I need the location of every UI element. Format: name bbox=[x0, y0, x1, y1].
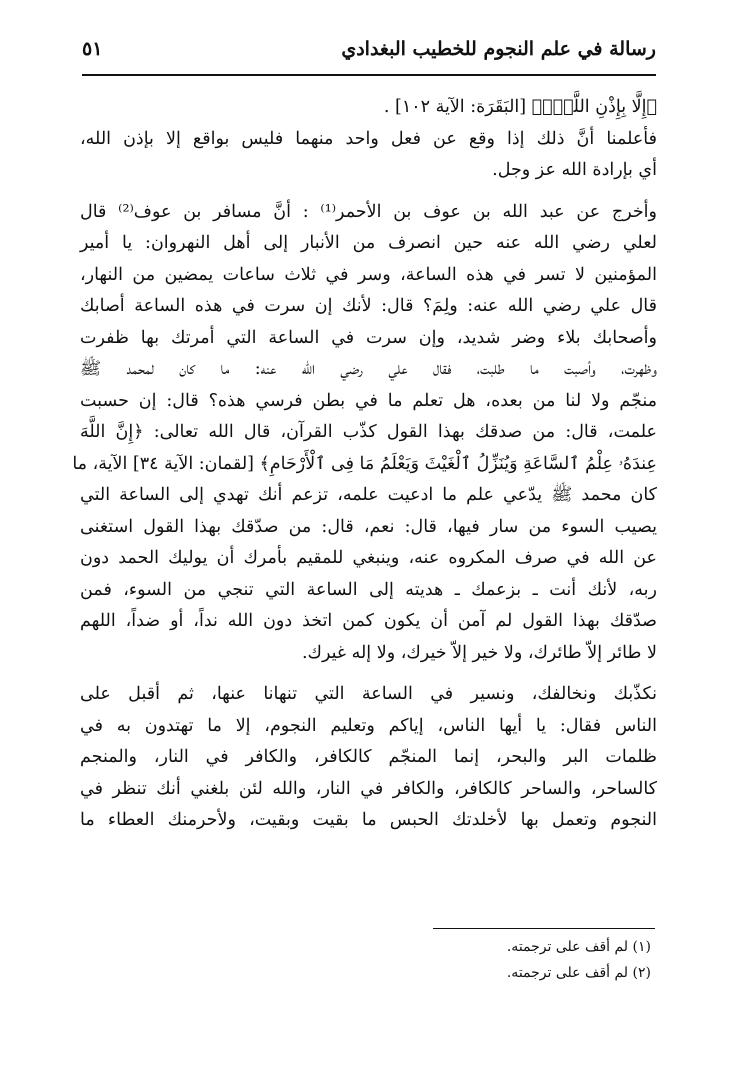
text-line: فأعلمنا أنَّ ذلك إذا وقع عن فعل واحد منهما فليس بواقع إلا بإذن الله، bbox=[80, 128, 657, 149]
footnote: (٢) لم أقف على ترجمته. bbox=[506, 965, 651, 981]
text-line: نكذّبك ونخالفك، ونسير في الساعة التي تنهانا عنها، ثم أقبل على bbox=[80, 684, 657, 704]
text-line: منجّم ولا لنا من بعده، هل تعلم ما في بطن فرسي هذه؟ قال: إن حسبت bbox=[80, 390, 657, 411]
text-line: وظهرت، وأصبت ما طلبت، فقال علي رضي الله عنه: ما كان لمحمد ﷺ bbox=[80, 359, 657, 379]
page-number: ٥١ bbox=[82, 38, 103, 60]
text-line: أي بإرادة الله عز وجل. bbox=[492, 160, 657, 180]
text-line: علمت، قال: من صدقك بهذا القول كذّب القرآن، قال الله تعالى: ﴿إِنَّ اللَّهَ bbox=[80, 422, 657, 442]
text-line: لا طائر إلاّ طائرك، ولا خير إلاّ خيرك، ولا إله غيرك. bbox=[301, 642, 657, 663]
text-line: وأخرج عن عبد الله بن عوف بن الأحمر⁽¹⁾ : أنَّ مسافر بن عوف⁽²⁾ قال bbox=[80, 201, 657, 222]
footnote: (١) لم أقف على ترجمته. bbox=[506, 939, 651, 955]
text-line: كالساحر، والساحر كالكافر، والكافر في النار، والله لئن بلغني أنك تنظر في bbox=[80, 778, 657, 799]
page-header bbox=[82, 34, 656, 76]
text-line: النجوم وتعمل بها لأخلدتك الحبس ما بقيت وبقيت، ولأحرمنك العطاء ما bbox=[80, 810, 657, 830]
text-line: ظلمات البر والبحر، إنما المنجّم كالكافر، والكافر في النار، والمنجم bbox=[80, 747, 657, 767]
text-line: وأصحابك بلاء وضر شديد، وإن سرت في الساعة التي أمرتك بها ظفرت bbox=[80, 327, 657, 348]
footnotes-divider bbox=[433, 928, 655, 929]
text-line: الناس فقال: يا أيها الناس، إياكم وتعليم النجوم، إلا ما تهتدون به في bbox=[80, 715, 657, 736]
text-line-quran-verse: عِندَهُۥ عِلْمُ ٱلسَّاعَةِ وَيُنَزِّلُ ٱلْغَيْثَ وَيَعْلَمُ مَا فِى ٱلْأَرْحَامِ﴾ [لقمان: الآية ٣٤] الآية، ما bbox=[72, 453, 657, 474]
text-line: كان محمد ﷺ يدّعي علم ما ادعيت علمه، تزعم أنك تهدي إلى الساعة التي bbox=[80, 485, 657, 505]
main-text bbox=[72, 92, 657, 837]
running-title: رسالة في علم النجوم للخطيب البغدادي bbox=[341, 38, 656, 60]
text-line: المؤمنين لا تسر في هذه الساعة، وسر في ثلاث ساعات يمضين من النهار، bbox=[80, 264, 657, 285]
text-line: يصيب السوء من سار فيها، قال: نعم، قال: من صدّقك بهذا القول استغنى bbox=[80, 516, 657, 537]
text-line: صدّقك بهذا القول لم آمن أن يكون كمن اتخذ دون الله نداً، أو ضداً، اللهم bbox=[80, 611, 657, 631]
text-line: لعلي رضي الله عنه حين انصرف من الأنبار إلى أهل النهروان: يا أمير bbox=[80, 233, 657, 253]
footnotes bbox=[507, 934, 651, 986]
text-line: عن الله في صرف المكروه عنه، وينبغي للمقيم بأمرك أن يوليك الحمد دون bbox=[80, 548, 657, 568]
text-line: قال علي رضي الله عنه: ولِمَ؟ قال: لأنك إن سرت في هذه الساعة أصابك bbox=[80, 296, 657, 316]
text-line: ربه، لأنك أنت ـ بزعمك ـ هديته إلى الساعة التي تنجي من السوء، فمن bbox=[80, 579, 657, 600]
text-line-quran-verse: ﴿إِلَّا بِإِذْنِ اللَّهِۚ﴾ [البَقَرَة: الآية ١٠٢] . bbox=[383, 97, 657, 117]
